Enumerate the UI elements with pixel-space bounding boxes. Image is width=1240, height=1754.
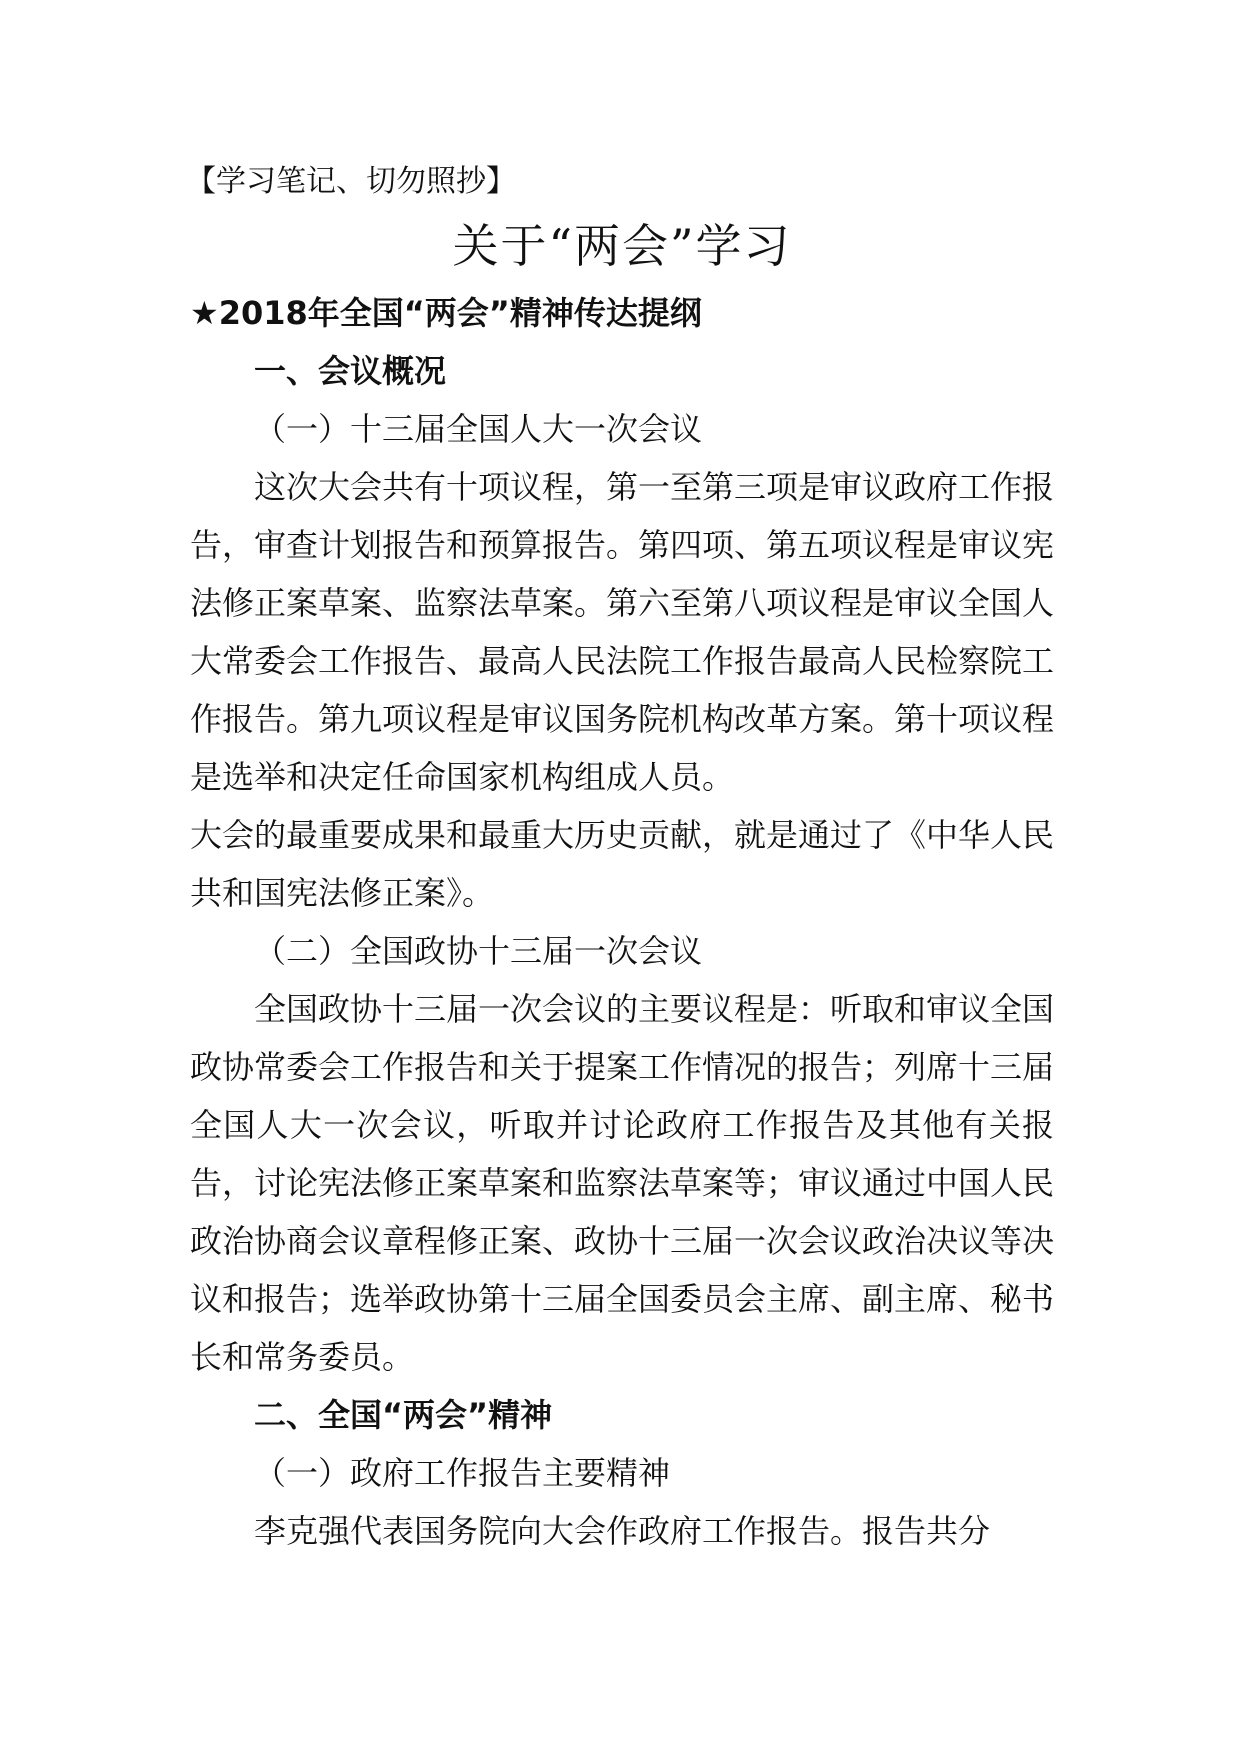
section-heading-spirit: 二、全国“两会”精神 — [254, 1396, 553, 1434]
study-note-label: 【学习笔记、切勿照抄】 — [186, 164, 516, 199]
paragraph-npc-result: 大会的最重要成果和最重大历史贡献，就是通过了《中华人民共和国宪法修正案》。 — [190, 816, 1055, 912]
subsection-heading-gov-report: （一）政府工作报告主要精神 — [254, 1454, 671, 1492]
paragraph-cppcc-agenda: 全国政协十三届一次会议的主要议程是：听取和审议全国政协常委会工作报告和关于提案工作情况的报告；列席十三届全国人大一次会议，听取并讨论政府工作报告及其他有关报告，讨论宪法修正案草案和监察法草案等；审议通过中国人民政治协商会议章程修正案、政协十三届一次会议政治决议等决议和报告；选举政协第十三届全国委员会主席、副主席、秘书长和常务委员。 — [190, 990, 1055, 1376]
outline-heading: ★2018年全国“两会”精神传达提纲 — [190, 294, 702, 332]
document-title: 关于“两会”学习 — [452, 219, 792, 273]
subsection-heading-cppcc: （二）全国政协十三届一次会议 — [254, 932, 703, 970]
paragraph-npc-agenda: 这次大会共有十项议程，第一至第三项是审议政府工作报告，审查计划报告和预算报告。第四项、第五项议程是审议宪法修正案草案、监察法草案。第六至第八项议程是审议全国人大常委会工作报告、最高人民法院工作报告最高人民检察院工作报告。第九项议程是审议国务院机构改革方案。第十项议程是选举和决定任命国家机构组成人员。 — [190, 468, 1055, 796]
document-body — [186, 158, 1055, 1560]
section-heading-overview: 一、会议概况 — [254, 352, 447, 390]
paragraph-gov-report: 李克强代表国务院向大会作政府工作报告。报告共分 — [254, 1512, 991, 1550]
subsection-heading-npc: （一）十三届全国人大一次会议 — [254, 410, 703, 448]
